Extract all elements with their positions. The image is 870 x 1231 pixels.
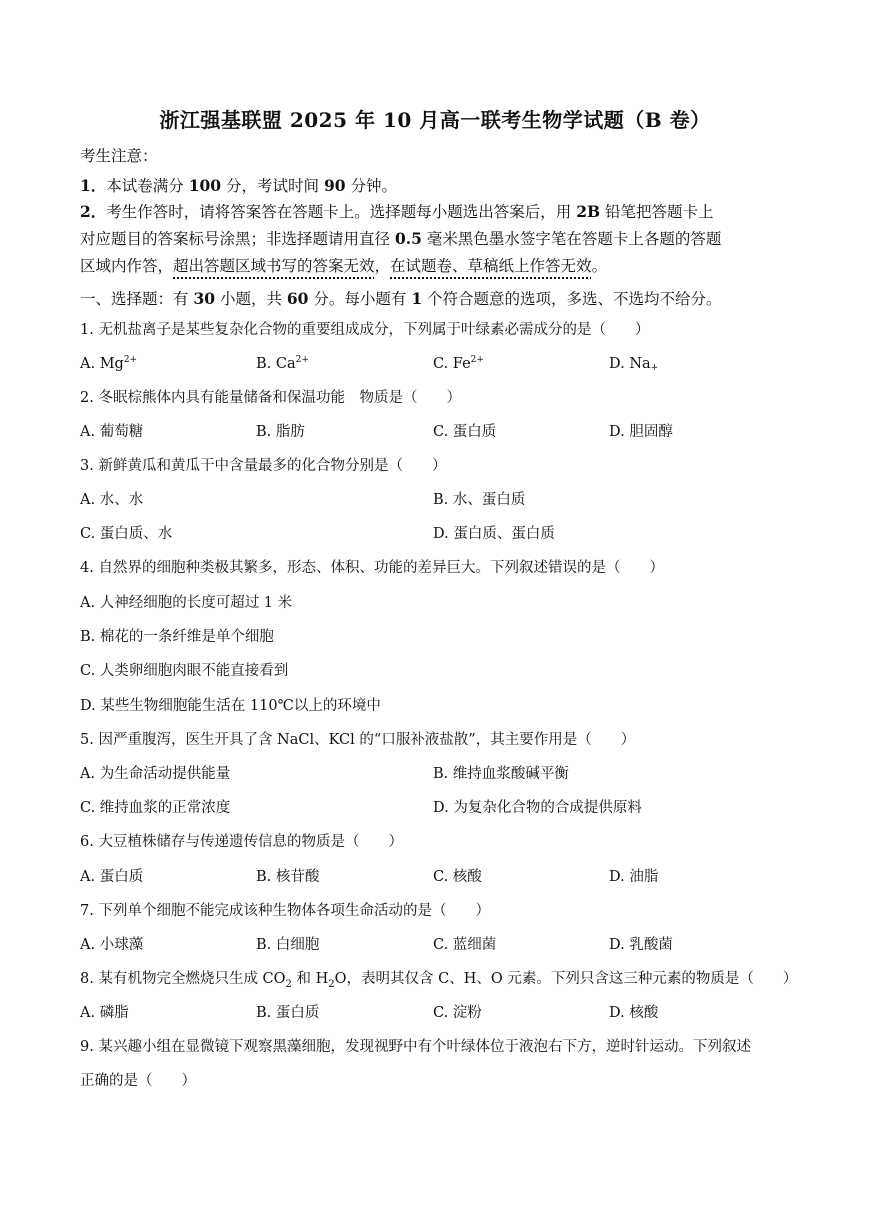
question-6-option-d: D. 油脂 bbox=[609, 869, 659, 885]
notice-text: 本试卷满分 bbox=[106, 177, 189, 195]
option-text: C. Fe bbox=[433, 356, 471, 372]
question-4-option-a: A. 人神经细胞的长度可超过 1 米 bbox=[80, 595, 293, 611]
notice-value: 2B bbox=[576, 202, 601, 221]
question-8-option-a: A. 磷脂 bbox=[80, 1005, 129, 1021]
notice-value: 0.5 bbox=[394, 229, 422, 248]
option-text: D. Na bbox=[609, 356, 651, 372]
option-text: B. Ca bbox=[256, 356, 296, 372]
question-5-option-c: C. 维持血浆的正常浓度 bbox=[80, 800, 231, 816]
question-7-stem: 7. 下列单个细胞不能完成该种生物体各项生命活动的是（ ） bbox=[80, 903, 490, 919]
notice-value: 90 bbox=[323, 176, 346, 195]
question-5-stem: 5. 因严重腹泻，医生开具了含 NaCl、KCl 的“口服补液盐散”，其主要作用是（ ） bbox=[80, 732, 636, 748]
stem-text: O，表明其仅含 C、H、O 元素。下列只含这三种元素的物质是（ ） bbox=[334, 971, 798, 987]
notice-item-1 bbox=[80, 176, 397, 196]
subscript: 2 bbox=[285, 978, 292, 990]
question-5-option-a: A. 为生命活动提供能量 bbox=[80, 766, 231, 782]
section-text: 分。每小题有 bbox=[308, 290, 412, 308]
question-6-option-a: A. 蛋白质 bbox=[80, 869, 144, 885]
notice-text: 分钟。 bbox=[345, 177, 397, 195]
option-superscript: 2+ bbox=[123, 355, 138, 366]
stem-text: 8. 某有机物完全燃烧只生成 CO bbox=[80, 971, 286, 987]
notice-text: 毫米黑色墨水签字笔在答题卡上各题的答题 bbox=[421, 230, 722, 248]
section-text: 一、选择题：有 bbox=[80, 290, 194, 308]
question-2-option-b: B. 脂肪 bbox=[256, 424, 305, 440]
subscript: 2 bbox=[328, 978, 335, 990]
question-3-option-a: A. 水、水 bbox=[80, 492, 144, 508]
question-1-option-d bbox=[609, 354, 658, 378]
section-heading bbox=[80, 289, 722, 309]
section-text: 个符合题意的选项，多选、不选均不给分。 bbox=[422, 290, 722, 308]
question-1-option-c bbox=[433, 354, 484, 374]
section-value: 1 bbox=[411, 289, 423, 308]
notice-item-2-line-2 bbox=[80, 229, 721, 249]
question-3-option-d: D. 蛋白质、蛋白质 bbox=[433, 526, 555, 542]
question-6-stem: 6. 大豆植株储存与传递遗传信息的物质是（ ） bbox=[80, 834, 403, 850]
option-superscript: + bbox=[650, 363, 659, 373]
question-2-option-c: C. 蛋白质 bbox=[433, 424, 497, 440]
question-8-stem bbox=[80, 969, 797, 989]
option-text: A. Mg bbox=[80, 356, 124, 372]
question-2-option-a: A. 葡萄糖 bbox=[80, 424, 144, 440]
question-1-option-b bbox=[256, 354, 309, 374]
question-7-option-c: C. 蓝细菌 bbox=[433, 937, 497, 953]
notice-text: 对应题目的答案标号涂黑；非选择题请用直径 bbox=[80, 230, 395, 248]
section-text: 小题，共 bbox=[215, 290, 287, 308]
question-7-option-b: B. 白细胞 bbox=[256, 937, 320, 953]
question-4-option-b: B. 棉花的一条纤维是单个细胞 bbox=[80, 629, 274, 645]
option-superscript: 2+ bbox=[470, 355, 484, 366]
question-3-stem: 3. 新鲜黄瓜和黄瓜干中含量最多的化合物分别是（ ） bbox=[80, 458, 447, 474]
question-2-stem: 2. 冬眠棕熊体内具有能量储备和保温功能 物质是（ ） bbox=[80, 390, 461, 406]
notice-text: ， bbox=[374, 257, 391, 275]
section-value: 60 bbox=[286, 289, 309, 308]
notice-text: 考生作答时，请将答案答在答题卡上。选择题每小题选出答案后，用 bbox=[106, 203, 577, 221]
notice-text: 区域内作答， bbox=[80, 257, 174, 275]
question-1-stem: 1. 无机盐离子是某些复杂化合物的重要组成成分，下列属于叶绿素必需成分的是（ ） bbox=[80, 322, 650, 338]
question-8-option-d: D. 核酸 bbox=[609, 1005, 659, 1021]
question-8-option-c: C. 淀粉 bbox=[433, 1005, 482, 1021]
notice-item-2-number: 2． bbox=[80, 202, 107, 221]
notice-text: 分，考试时间 bbox=[221, 177, 324, 195]
question-3-option-b: B. 水、蛋白质 bbox=[433, 492, 526, 508]
stem-text: 和 H bbox=[291, 971, 329, 987]
question-5-option-d: D. 为复杂化合物的合成提供原料 bbox=[433, 800, 642, 816]
question-6-option-c: C. 核酸 bbox=[433, 869, 482, 885]
option-superscript: 2+ bbox=[295, 355, 309, 366]
notice-item-2-line-3 bbox=[80, 256, 607, 276]
notice-heading: 考生注意： bbox=[80, 147, 158, 165]
question-2-option-d: D. 胆固醇 bbox=[609, 424, 673, 440]
page-title: 浙江强基联盟 2025 年 10 月高一联考生物学试题（B 卷） bbox=[159, 108, 711, 132]
notice-item-2-line-1 bbox=[80, 202, 714, 222]
emphasized-text: 在试题卷、草稿纸上作答无效 bbox=[390, 257, 592, 275]
question-5-option-b: B. 维持血浆酸碱平衡 bbox=[433, 766, 569, 782]
notice-text: 。 bbox=[591, 257, 608, 275]
question-8-option-b: B. 蛋白质 bbox=[256, 1005, 320, 1021]
notice-text: 铅笔把答题卡上 bbox=[600, 203, 714, 221]
question-7-option-d: D. 乳酸菌 bbox=[609, 937, 673, 953]
question-1-option-a bbox=[80, 354, 137, 374]
notice-item-1-number: 1． bbox=[80, 176, 107, 195]
question-4-option-c: C. 人类卵细胞肉眼不能直接看到 bbox=[80, 663, 289, 679]
question-6-option-b: B. 核苷酸 bbox=[256, 869, 320, 885]
emphasized-text: 超出答题区域书写的答案无效 bbox=[173, 257, 375, 275]
question-9-stem-line-2: 正确的是（ ） bbox=[80, 1073, 196, 1089]
notice-value: 100 bbox=[188, 176, 222, 195]
question-7-option-a: A. 小球藻 bbox=[80, 937, 144, 953]
question-9-stem-line-1: 9. 某兴趣小组在显微镜下观察黑藻细胞，发现视野中有个叶绿体位于液泡右下方，逆时针运动。下列叙述 bbox=[80, 1039, 751, 1055]
question-4-option-d: D. 某些生物细胞能生活在 110℃以上的环境中 bbox=[80, 698, 381, 714]
question-3-option-c: C. 蛋白质、水 bbox=[80, 526, 173, 542]
question-4-stem: 4. 自然界的细胞种类极其繁多，形态、体积、功能的差异巨大。下列叙述错误的是（ ） bbox=[80, 560, 664, 576]
section-value: 30 bbox=[193, 289, 216, 308]
